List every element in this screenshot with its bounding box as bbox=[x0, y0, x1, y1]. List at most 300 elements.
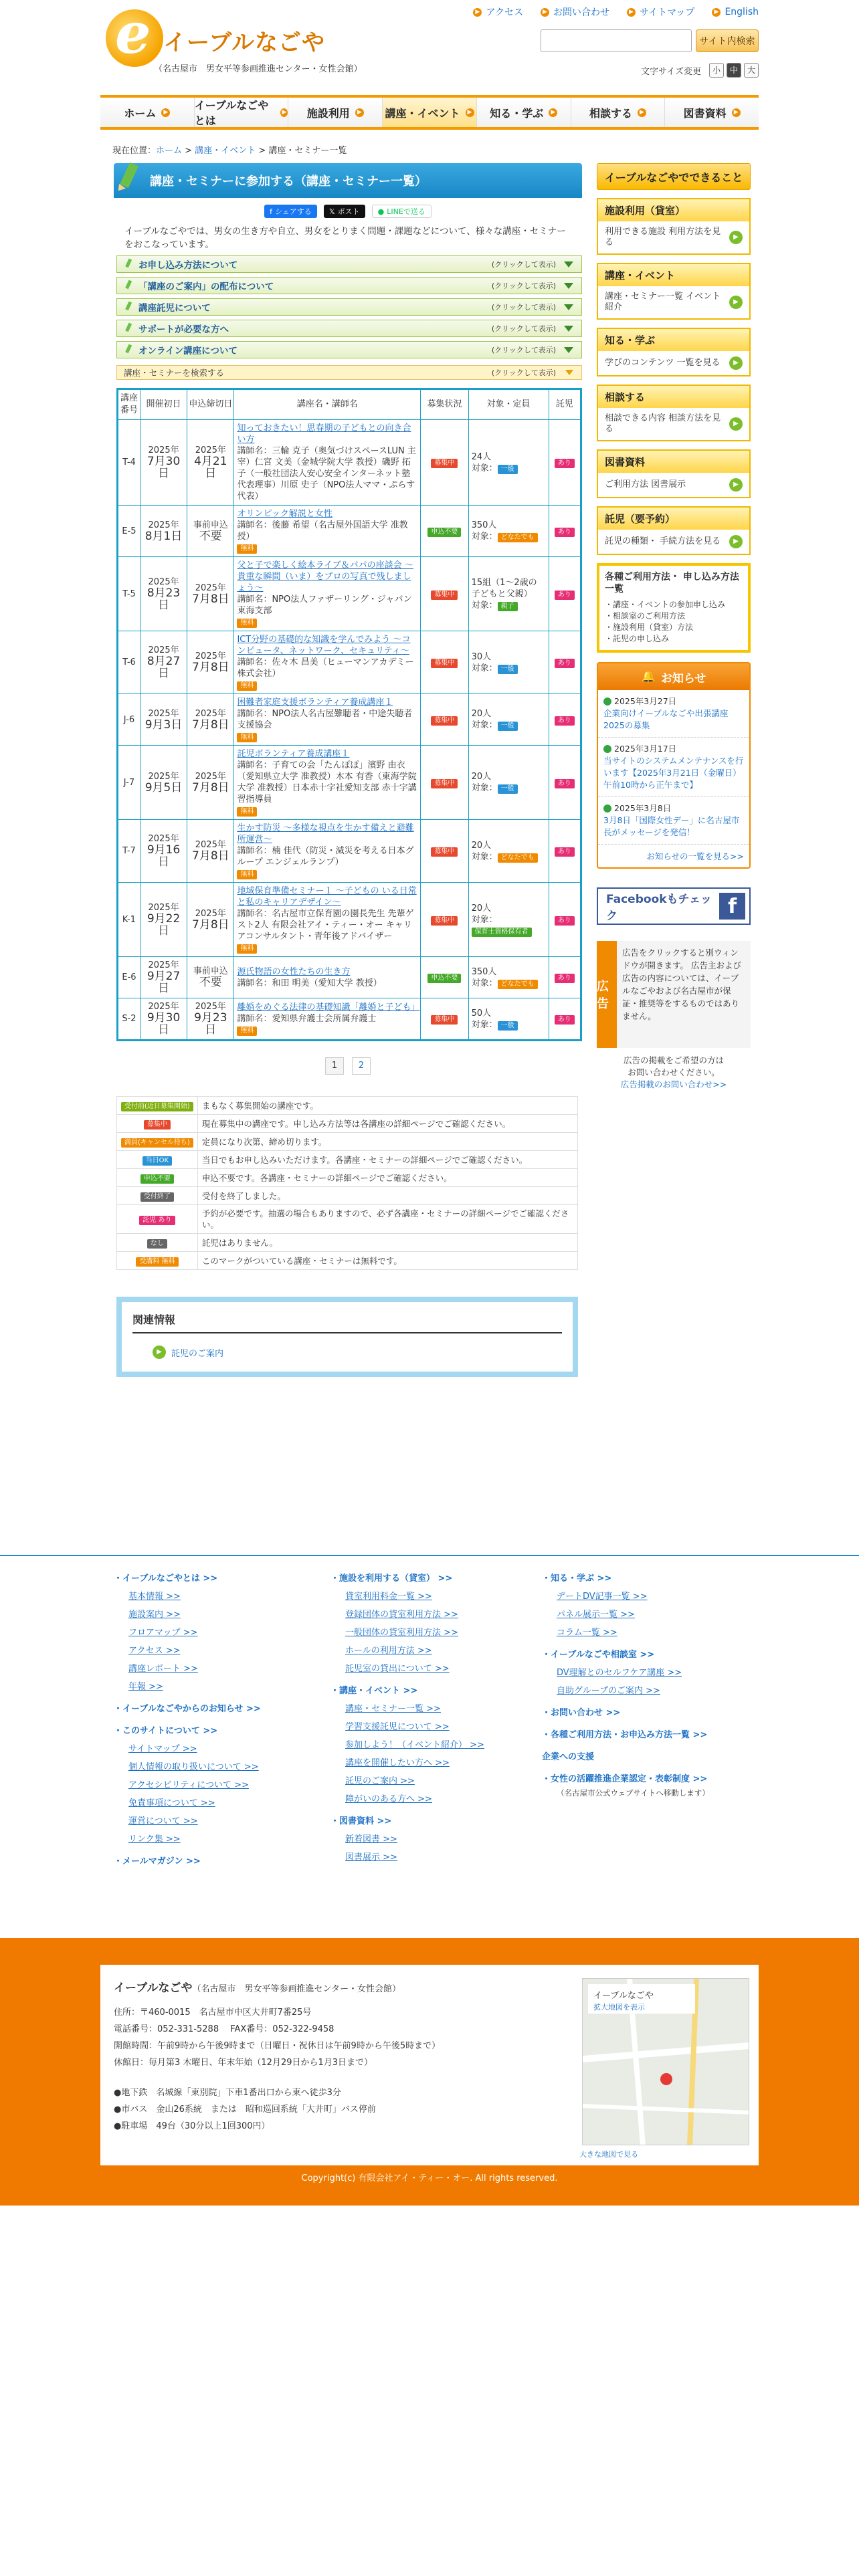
course-title-link[interactable]: 生かす防災 ～多様な視点を生かす備えと避難所運営～ bbox=[237, 823, 414, 845]
news-more-link[interactable]: お知らせの一覧を見る>> bbox=[646, 851, 744, 861]
start-date: 2025年 9月30日 bbox=[140, 998, 187, 1041]
capacity: 30人 bbox=[471, 651, 492, 662]
footer-group-link[interactable]: ・講座・イベント >> bbox=[330, 1686, 418, 1696]
table-row bbox=[118, 506, 581, 557]
capacity: 20人 bbox=[471, 772, 492, 782]
site-logo[interactable] bbox=[106, 0, 325, 66]
legend-desc: このマークがついている講座・セミナーは無料です。 bbox=[197, 1252, 577, 1270]
footer-sub-link[interactable]: 講座を開催したい方へ >> bbox=[345, 1758, 450, 1768]
table-header: 対象・定員 bbox=[468, 389, 549, 420]
start-date: 2025年 9月16日 bbox=[140, 820, 187, 883]
target-badge: どなたでも bbox=[498, 980, 538, 989]
table-row bbox=[118, 957, 581, 998]
nursery-badge: あり bbox=[555, 847, 575, 857]
table-header: 申込締切日 bbox=[187, 389, 234, 420]
table-row bbox=[118, 557, 581, 631]
sitemap-link[interactable]: ▶ サイトマップ bbox=[627, 5, 694, 19]
target-prefix: 対象： bbox=[471, 783, 498, 793]
sidebar-box-1[interactable] bbox=[597, 263, 751, 320]
page-2[interactable]: 2 bbox=[352, 1057, 371, 1075]
font-medium-button[interactable]: 中 bbox=[727, 63, 741, 78]
legend-key bbox=[117, 1097, 198, 1115]
footer-sub-link[interactable]: 託児室の貸出について >> bbox=[345, 1664, 450, 1674]
course-number: J-7 bbox=[118, 746, 140, 820]
usage-label: 託児の申し込み bbox=[613, 634, 670, 643]
nav-label: 図書資料 bbox=[683, 106, 727, 120]
search-input[interactable] bbox=[541, 29, 692, 52]
nursery-badge: あり bbox=[555, 659, 575, 668]
bullet-icon bbox=[603, 697, 611, 706]
legend-key bbox=[117, 1187, 198, 1205]
nursery-badge: あり bbox=[555, 528, 575, 537]
footer-sub-link[interactable]: 講座・セミナー一覧 >> bbox=[345, 1704, 441, 1714]
accordion-0[interactable] bbox=[116, 255, 582, 273]
target-badge: 一般 bbox=[498, 665, 518, 674]
usage-box[interactable] bbox=[597, 563, 751, 653]
footer-tel: 電話番号：052-331-5288 FAX番号：052-322-9458 bbox=[114, 2024, 335, 2034]
course-title-link[interactable]: 託児ボランティア養成講座１ bbox=[237, 749, 350, 759]
deadline: 2025年 7月8日 bbox=[187, 557, 234, 631]
news-link[interactable]: 3月8日「国際女性デー」に名古屋市長がメッセージを発信！ bbox=[603, 815, 740, 837]
footer-sub-link[interactable]: 施設案内 >> bbox=[128, 1610, 181, 1620]
lecturer: 講師名：三輪 克子（奥気づけスペースLUN 主宰）仁宮 文美（金城学院大学 教授）磯野 拓子（一般社団法人安心安全インターネット塾 代表理事）川原 史子（NPO法人ママ・ぷらす 代表） bbox=[237, 446, 416, 502]
target-cell bbox=[468, 694, 549, 746]
status-cell bbox=[421, 883, 468, 957]
course-info bbox=[234, 957, 421, 998]
nursery-cell bbox=[549, 506, 581, 557]
target-label bbox=[472, 978, 546, 989]
arrow-right-icon: ▶ bbox=[729, 231, 743, 244]
news-link[interactable]: 当サイトのシステムメンテナンスを行います【2025年3月21日（金曜日）午前10時から正午まで】 bbox=[603, 756, 744, 790]
footer-sub-link[interactable]: アクセス >> bbox=[128, 1646, 181, 1656]
legend-row bbox=[117, 1151, 578, 1169]
sidebar-box-text: 託児の種類・ 手続方法を見る bbox=[605, 536, 721, 546]
course-number: T-7 bbox=[118, 820, 140, 883]
footer-sub-link[interactable]: アクセシビリティについて >> bbox=[128, 1780, 249, 1790]
breadcrumb-current: 講座・セミナー一覧 bbox=[268, 146, 347, 156]
target-cell bbox=[468, 998, 549, 1041]
related-link[interactable]: ▶ 託児のご案内 bbox=[153, 1346, 562, 1359]
footer-sub-link[interactable]: 個人情報の取り扱いについて >> bbox=[128, 1762, 259, 1772]
footer-sub-link[interactable]: 貸室利用料金一覧 >> bbox=[345, 1592, 432, 1602]
nav-label: 相談する bbox=[589, 106, 632, 120]
course-number: T-5 bbox=[118, 557, 140, 631]
intro-text: イーブルなごやでは、男女の生き方や自立、男女をとりまく問題・課題などについて、様々な講座・セミナーをおこなっています。 bbox=[124, 226, 566, 250]
nav-item-2[interactable] bbox=[288, 98, 383, 127]
deadline: 事前申込 不要 bbox=[187, 957, 234, 998]
deadline: 2025年 4月21日 bbox=[187, 420, 234, 506]
usage-item[interactable]: ・施設利用（貸室）方法 bbox=[605, 623, 694, 632]
footer-group-link[interactable]: ・イーブルなごやとは >> bbox=[114, 1574, 218, 1584]
footer-sub-link[interactable]: 運営について >> bbox=[128, 1816, 198, 1826]
usage-label: 施設利用（貸室）方法 bbox=[613, 623, 694, 632]
target-label bbox=[472, 782, 546, 794]
access-link[interactable]: ▶ アクセス bbox=[473, 5, 523, 19]
target-label bbox=[472, 1019, 546, 1031]
footer-sub-link[interactable]: リンク集 >> bbox=[128, 1834, 181, 1844]
deadline: 2025年 9月23日 bbox=[187, 998, 234, 1041]
table-row bbox=[118, 998, 581, 1041]
target-cell bbox=[468, 557, 549, 631]
course-number: T-6 bbox=[118, 631, 140, 694]
deadline: 2025年 7月8日 bbox=[187, 746, 234, 820]
usage-item[interactable]: ・講座・イベントの参加申し込み bbox=[605, 600, 726, 609]
ad-box bbox=[597, 941, 751, 1048]
footer-info bbox=[100, 1965, 759, 2165]
arrow-right-icon: ▶ bbox=[729, 535, 743, 548]
legend-row bbox=[117, 1252, 578, 1270]
footer-sub-link[interactable]: パネル展示一覧 >> bbox=[557, 1610, 635, 1620]
chevron-right-icon: ▶ bbox=[627, 8, 636, 17]
accordion-4[interactable] bbox=[116, 341, 582, 358]
legend-row bbox=[117, 1097, 578, 1115]
chevron-right-icon: ▶ bbox=[161, 108, 170, 117]
free-badge: 無料 bbox=[237, 1027, 257, 1036]
nursery-badge: あり bbox=[555, 1015, 575, 1025]
legend-key bbox=[117, 1151, 198, 1169]
nav-item-5[interactable] bbox=[571, 98, 666, 127]
start-date: 2025年 9月5日 bbox=[140, 746, 187, 820]
target-badge: 一般 bbox=[498, 1021, 518, 1031]
chevron-right-icon: ▶ bbox=[712, 8, 721, 17]
lecturer: 講師名：子育ての会「たんぽぽ」濱野 由衣（愛知県立大学 准教授）木本 有香（東海学院大学 准教授）日本赤十字社愛知支部 赤十字講習指導員 bbox=[237, 760, 417, 804]
course-info bbox=[234, 557, 421, 631]
footer-access-bus: ●市バス 金山26系統 または 昭和巡回系統「大井町」バス停前 bbox=[114, 2105, 376, 2115]
footer-group-link[interactable]: ・このサイトについて >> bbox=[114, 1726, 218, 1736]
lecturer: 講師名：佐々木 昌美（ヒューマンアカデミー株式会社） bbox=[237, 657, 414, 679]
table-header: 託児 bbox=[549, 389, 581, 420]
ad-contact-link[interactable]: 広告掲載のお問い合わせ>> bbox=[620, 1079, 727, 1089]
table-header: 募集状況 bbox=[421, 389, 468, 420]
footer-group-link[interactable]: ・お問い合わせ >> bbox=[542, 1708, 621, 1718]
sidebar-box-5[interactable] bbox=[597, 506, 751, 555]
footer-group-link[interactable]: ・施設を利用する（貸室） >> bbox=[330, 1574, 453, 1584]
start-date: 2025年 9月3日 bbox=[140, 694, 187, 746]
target-label bbox=[472, 914, 546, 937]
course-title-link[interactable]: オリンピック解説と女性 bbox=[237, 509, 332, 519]
target-prefix: 対象： bbox=[471, 463, 498, 473]
x-post-button[interactable]: 𝕏 ポスト bbox=[324, 205, 365, 218]
capacity: 20人 bbox=[471, 903, 492, 914]
footer-note: （名古屋市公式ウェブサイトへ移動します） bbox=[557, 1788, 710, 1798]
chevron-right-icon: ▶ bbox=[549, 108, 557, 117]
target-prefix: 対象： bbox=[471, 720, 498, 730]
nav-item-4[interactable] bbox=[477, 98, 571, 127]
news-box bbox=[597, 662, 751, 869]
free-badge: 無料 bbox=[237, 619, 257, 628]
footer-sub-link[interactable]: ホールの利用方法 >> bbox=[345, 1646, 432, 1656]
capacity: 20人 bbox=[471, 709, 492, 719]
news-date-text: 2025年3月17日 bbox=[614, 744, 677, 754]
course-info bbox=[234, 506, 421, 557]
sidebar-box-4[interactable] bbox=[597, 449, 751, 498]
target-label bbox=[472, 531, 546, 542]
click-note: (クリックして表示) bbox=[491, 260, 556, 269]
breadcrumb-events[interactable]: 講座・イベント bbox=[195, 146, 256, 156]
nursery-badge: あり bbox=[555, 591, 575, 600]
lecturer: 講師名：名古屋市立保育園の園長先生 先輩ゲスト2人 有限会社アイ・ティー・オー キャリアコンサルタント・青年後アドバイザー bbox=[237, 909, 414, 942]
pencil-icon bbox=[118, 162, 145, 195]
footer-group-link[interactable]: ・図書資料 >> bbox=[330, 1816, 392, 1826]
sidebar-box-text: ご利用方法 図書展示 bbox=[605, 479, 686, 490]
accordion-3[interactable] bbox=[116, 320, 582, 337]
status-cell bbox=[421, 694, 468, 746]
search-button[interactable]: サイト内検索 bbox=[696, 29, 759, 52]
footer-sub-link[interactable]: 学習支援託児について >> bbox=[345, 1722, 450, 1732]
accordion-1[interactable] bbox=[116, 277, 582, 294]
legend-desc: 託児はありません。 bbox=[197, 1234, 577, 1252]
footer-sub-link[interactable]: 登録団体の貸室利用方法 >> bbox=[345, 1610, 458, 1620]
course-search-toggle[interactable]: 講座・セミナーを検索する (クリックして表示) bbox=[116, 365, 582, 380]
status-cell bbox=[421, 557, 468, 631]
accordion-label: サポートが必要な方へ bbox=[138, 324, 229, 335]
sidebar-box-body bbox=[598, 221, 749, 253]
sidebar-box-text: 学びのコンテンツ 一覧を見る bbox=[605, 358, 721, 368]
footer-sub-link[interactable]: 託児のご案内 >> bbox=[345, 1776, 415, 1786]
footer-sub-link[interactable]: 講座レポート >> bbox=[128, 1664, 198, 1674]
course-info bbox=[234, 694, 421, 746]
footer-group-link[interactable]: ・イーブルなごやからのお知らせ >> bbox=[114, 1704, 261, 1714]
facebook-share-button[interactable]: f シェアする bbox=[264, 205, 317, 218]
lecturer: 講師名：和田 明美（愛知大学 教授） bbox=[237, 978, 382, 988]
contact-link[interactable]: ▶ お問い合わせ bbox=[541, 5, 609, 19]
legend-table bbox=[116, 1096, 578, 1270]
nav-item-6[interactable] bbox=[665, 98, 759, 127]
capacity: 15組（1〜2歳の子どもと父親） bbox=[471, 577, 537, 599]
footer-sub-link[interactable]: サイトマップ >> bbox=[128, 1744, 197, 1754]
chevron-down-icon bbox=[564, 261, 573, 267]
related-info bbox=[116, 1297, 578, 1377]
course-title-link[interactable]: 父と子で楽しく絵本ライブ＆パパの座談会 ～貴重な瞬間（いま）をプロの写真で残しましょう～ bbox=[237, 560, 413, 593]
footer-sub-link[interactable]: 図書展示 >> bbox=[345, 1852, 397, 1862]
accordion-label: 「講座のご案内」の配布について bbox=[138, 282, 274, 292]
capacity: 24人 bbox=[471, 451, 492, 462]
facebook-banner[interactable]: Facebookもチェック f bbox=[597, 887, 751, 925]
chevron-down-icon bbox=[564, 326, 573, 332]
sidebar-box-title: 託児（要予約） bbox=[598, 508, 749, 530]
course-title-link[interactable]: ICT分野の基礎的な知識を学んでみよう ～コンピュータ、ネットワーク、セキュリティ～ bbox=[237, 635, 411, 656]
capacity: 350人 bbox=[471, 966, 497, 977]
nursery-badge: あり bbox=[555, 459, 575, 468]
usage-item[interactable]: ・相談室のご利用方法 bbox=[605, 611, 686, 621]
sidebar-box-title: 知る・学ぶ bbox=[598, 329, 749, 351]
target-prefix: 対象： bbox=[471, 1019, 498, 1030]
accordion-label: オンライン講座について bbox=[138, 346, 237, 356]
deadline: 2025年 7月8日 bbox=[187, 631, 234, 694]
nav-item-3[interactable] bbox=[383, 98, 477, 127]
footer-sub-link[interactable]: 免責事項について >> bbox=[128, 1798, 215, 1808]
legend-badge: 当日OK bbox=[142, 1156, 172, 1166]
footer-sub-link[interactable]: デートDV記事一覧 >> bbox=[557, 1592, 648, 1602]
footer-sub-link[interactable]: 一般団体の貸室利用方法 >> bbox=[345, 1628, 458, 1638]
footer-group-link[interactable]: ・各種ご利用方法・お申込み方法一覧 >> bbox=[542, 1730, 708, 1740]
footer-group-link[interactable]: ・知る・学ぶ >> bbox=[542, 1574, 612, 1584]
map-title: イーブルなごや bbox=[593, 1991, 654, 2001]
target-prefix: 対象： bbox=[471, 532, 498, 542]
capacity: 50人 bbox=[471, 1008, 492, 1018]
chevron-right-icon: ▶ bbox=[638, 108, 646, 117]
legend-badge: なし bbox=[147, 1239, 167, 1249]
nav-item-1[interactable] bbox=[195, 98, 289, 127]
font-small-button[interactable]: 小 bbox=[709, 63, 724, 78]
course-info bbox=[234, 820, 421, 883]
footer-sub-link[interactable]: フロアマップ >> bbox=[128, 1628, 198, 1638]
sidebar-box-body bbox=[598, 351, 749, 375]
nursery-cell bbox=[549, 694, 581, 746]
sidebar-box-0[interactable] bbox=[597, 198, 751, 255]
news-item bbox=[598, 738, 749, 797]
deadline: 事前申込 不要 bbox=[187, 506, 234, 557]
nursery-cell bbox=[549, 820, 581, 883]
course-table bbox=[116, 388, 582, 1041]
status-badge: 募集中 bbox=[431, 716, 458, 726]
course-title-link[interactable]: 知っておきたい！思春期の子どもとの向き合い方 bbox=[237, 423, 411, 445]
english-link[interactable]: ▶ English bbox=[712, 5, 759, 19]
pencil-icon bbox=[122, 344, 134, 356]
sidebar-box-2[interactable] bbox=[597, 328, 751, 377]
footer-group-link[interactable]: 企業への支援 bbox=[542, 1752, 595, 1762]
legend-key bbox=[117, 1133, 198, 1151]
facebook-icon: f bbox=[270, 207, 273, 216]
start-date: 2025年 8月1日 bbox=[140, 506, 187, 557]
free-badge: 無料 bbox=[237, 870, 257, 879]
target-prefix: 対象： bbox=[471, 600, 498, 611]
arrow-right-icon: ▶ bbox=[729, 296, 743, 309]
course-title-link[interactable]: 地域保育準備セミナー１ ～子どもの いる日常と私のキャリアデザイン～ bbox=[237, 886, 417, 907]
target-prefix: 対象： bbox=[471, 663, 498, 673]
target-label bbox=[472, 851, 546, 863]
nursery-badge: あり bbox=[555, 916, 575, 926]
nav-item-0[interactable] bbox=[100, 98, 195, 127]
line-icon: ● bbox=[377, 207, 385, 216]
course-title-link[interactable]: 源氏物語の女性たちの生き方 bbox=[237, 966, 351, 977]
status-badge: 募集中 bbox=[431, 779, 458, 788]
footer-group-link[interactable]: ・メールマガジン >> bbox=[114, 1856, 201, 1866]
news-heading: 🔔 お知らせ bbox=[598, 663, 749, 690]
breadcrumb-home[interactable]: ホーム bbox=[156, 146, 183, 156]
map-large-link[interactable]: 大きな地図で見る bbox=[579, 2150, 638, 2159]
course-title-link[interactable]: 離婚をめぐる法律の基礎知識「離婚と子ども」 bbox=[237, 1002, 420, 1012]
footer-name: イーブルなごや（名古屋市 男女平等参画推進センター・女性会館） bbox=[114, 1981, 401, 1995]
footer-sub-link[interactable]: 年報 >> bbox=[128, 1682, 163, 1692]
status-cell bbox=[421, 746, 468, 820]
bell-icon: 🔔 bbox=[641, 670, 656, 683]
map-enlarge-link[interactable]: 拡大地図を表示 bbox=[593, 2003, 645, 2012]
site-footer bbox=[0, 1938, 859, 2206]
sidebar-box-title: 相談する bbox=[598, 386, 749, 408]
course-number: T-4 bbox=[118, 420, 140, 506]
footer-group-link[interactable]: ・女性の活躍推進企業認定・表彰制度 >> bbox=[542, 1774, 708, 1784]
copyright: Copyright(c) 有限会社アイ・ティー・オー. All rights reserved. bbox=[301, 2173, 558, 2183]
course-number: E-6 bbox=[118, 957, 140, 998]
google-map[interactable] bbox=[582, 1978, 749, 2145]
course-info bbox=[234, 420, 421, 506]
legend-row bbox=[117, 1169, 578, 1187]
footer-sub-link[interactable]: 自助グループのご案内 >> bbox=[557, 1686, 660, 1696]
legend-key bbox=[117, 1115, 198, 1133]
chevron-right-icon: ▶ bbox=[473, 8, 482, 17]
target-cell bbox=[468, 506, 549, 557]
pencil-icon bbox=[122, 258, 134, 270]
legend-desc: 予約が必要です。抽選の場合もありますので、必ず各講座・セミナーの詳細ページでご確認ください。 bbox=[197, 1205, 577, 1234]
news-date-text: 2025年3月27日 bbox=[614, 696, 677, 706]
status-cell bbox=[421, 420, 468, 506]
nav-label: 施設利用 bbox=[306, 106, 350, 120]
target-cell bbox=[468, 820, 549, 883]
status-cell bbox=[421, 506, 468, 557]
table-header: 講座名・講師名 bbox=[234, 389, 421, 420]
breadcrumb: 現在位置：ホーム > 講座・イベント > 講座・セミナー一覧 bbox=[112, 146, 347, 156]
line-share-button[interactable]: ● LINEで送る bbox=[372, 205, 432, 218]
legend-row bbox=[117, 1115, 578, 1133]
site-search bbox=[541, 29, 759, 52]
status-cell bbox=[421, 957, 468, 998]
legend-row bbox=[117, 1133, 578, 1151]
share-buttons bbox=[114, 205, 582, 218]
nursery-cell bbox=[549, 883, 581, 957]
sidebar bbox=[597, 163, 751, 1091]
start-date: 2025年 8月23日 bbox=[140, 557, 187, 631]
footer-sub-link[interactable]: 基本情報 >> bbox=[128, 1592, 181, 1602]
legend-key bbox=[117, 1252, 198, 1270]
legend-desc: 現在募集中の講座です。申し込み方法等は各講座の詳細ページでご確認ください。 bbox=[197, 1115, 577, 1133]
course-title-link[interactable]: 困難者家庭支援ボランティア養成講座１ bbox=[237, 697, 393, 708]
footer-group-link[interactable]: ・イーブルなごや相談室 >> bbox=[542, 1650, 655, 1660]
course-number: S-2 bbox=[118, 998, 140, 1041]
status-badge: 募集中 bbox=[431, 916, 458, 926]
target-badge: 保育士資格保有者 bbox=[472, 928, 532, 937]
target-label bbox=[472, 600, 546, 611]
usage-item[interactable]: ・託児の申し込み bbox=[605, 634, 670, 643]
facebook-icon: f bbox=[719, 893, 745, 920]
footer-sub-link[interactable]: 新着図書 >> bbox=[345, 1834, 397, 1844]
sidebar-box-3[interactable] bbox=[597, 385, 751, 441]
target-cell bbox=[468, 746, 549, 820]
legend-badge: 募集中 bbox=[144, 1120, 171, 1130]
table-row bbox=[118, 883, 581, 957]
ad-text: 広告をクリックすると別ウィンドウが開きます。 広告主および広告の内容については、イーブルなごやおよび名古屋市が保証・推奨等をするものではありません。 bbox=[617, 941, 751, 1048]
legend-badge: 受付前(近日募集開始) bbox=[121, 1102, 193, 1111]
nursery-cell bbox=[549, 557, 581, 631]
footer-hours: 開館時間：午前9時から午後9時まで（日曜日・祝休日は午前9時から午後5時まで） bbox=[114, 2041, 441, 2051]
accordion-2[interactable] bbox=[116, 298, 582, 316]
footer-col-3 bbox=[542, 1570, 710, 1798]
global-nav bbox=[100, 95, 759, 130]
click-note: (クリックして表示) bbox=[491, 303, 556, 312]
page-title: 講座・セミナーに参加する（講座・セミナー一覧） bbox=[114, 163, 582, 198]
status-badge: 募集中 bbox=[431, 659, 458, 668]
sidebar-box-title: 講座・イベント bbox=[598, 264, 749, 286]
footer-sub-link[interactable]: 障がいのある方へ >> bbox=[345, 1794, 432, 1804]
arrow-right-icon: ▶ bbox=[729, 417, 743, 431]
footer-sub-link[interactable]: コラム一覧 >> bbox=[557, 1628, 617, 1638]
target-badge: 一般 bbox=[498, 465, 518, 474]
news-link[interactable]: 企業向けイーブルなごや出張講座2025の募集 bbox=[603, 708, 729, 730]
deadline: 2025年 7月8日 bbox=[187, 883, 234, 957]
table-header: 講座番号 bbox=[118, 389, 140, 420]
x-icon: 𝕏 bbox=[328, 207, 335, 216]
sidebar-box-title: 施設利用（貸室） bbox=[598, 199, 749, 221]
target-cell bbox=[468, 631, 549, 694]
footer-sub-link[interactable]: 参加しよう！（イベント紹介） >> bbox=[345, 1740, 484, 1750]
free-badge: 無料 bbox=[237, 944, 257, 954]
legend-desc: 申込不要です。各講座・セミナーの詳細ページでご確認ください。 bbox=[197, 1169, 577, 1187]
sidebar-box-body bbox=[598, 408, 749, 440]
footer-address: 住所：〒460-0015 名古屋市中区大井町7番25号 bbox=[114, 2008, 312, 2018]
footer-sub-link[interactable]: DV理解とのセルフケア講座 >> bbox=[557, 1668, 682, 1678]
table-row bbox=[118, 420, 581, 506]
font-large-button[interactable]: 大 bbox=[744, 63, 759, 78]
